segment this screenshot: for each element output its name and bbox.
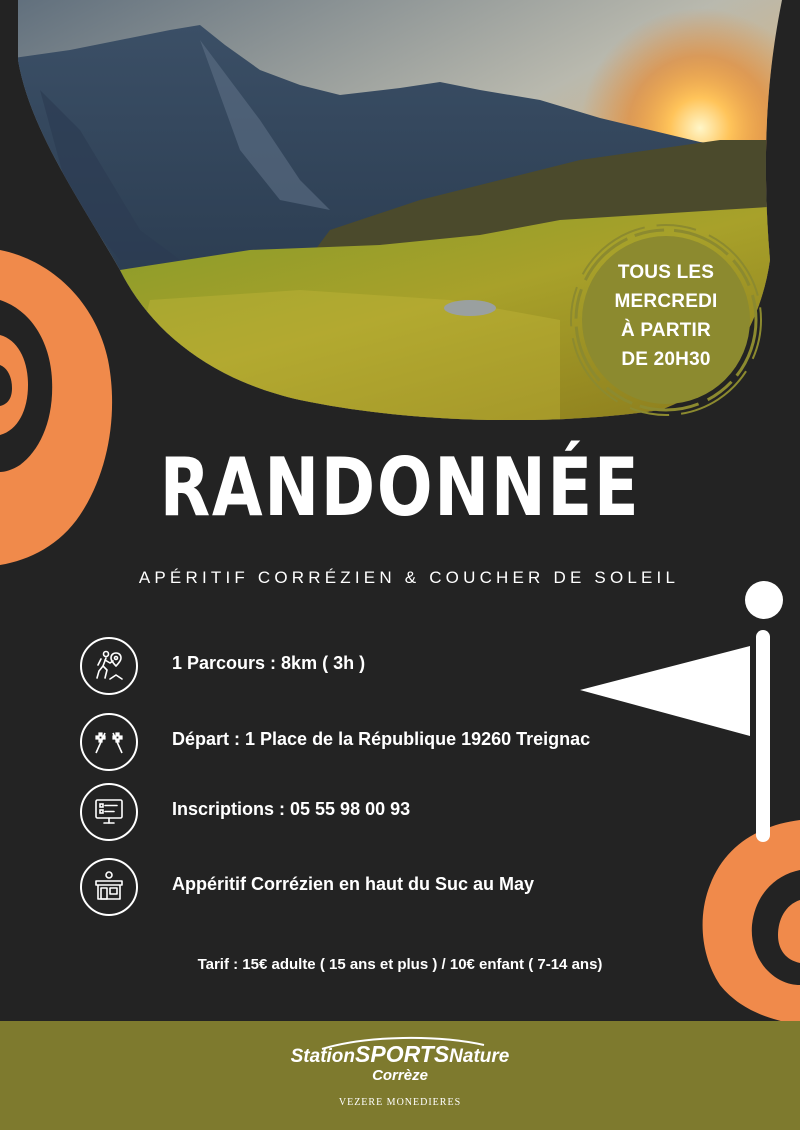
- subtitle: APÉRITIF CORRÉZIEN & COUCHER DE SOLEIL: [138, 568, 680, 587]
- info-text-aperitif: Appéritif Corrézien en haut du Suc au May: [172, 874, 535, 894]
- badge-line-1: TOUS LES: [617, 262, 715, 283]
- badge-line-4: DE 20H30: [621, 349, 711, 370]
- schedule-badge: [568, 222, 764, 418]
- logo-word-nature: Nature: [449, 1046, 510, 1067]
- info-text-registration: Inscriptions : 05 55 98 00 93: [172, 799, 411, 819]
- badge-line-2: MERCREDI: [614, 291, 718, 312]
- logo-word-sports: SPORTS: [355, 1041, 450, 1067]
- footer-band: [0, 1021, 800, 1130]
- info-row-start: [80, 713, 720, 773]
- info-text-course: 1 Parcours : 8km ( 3h ): [172, 653, 366, 673]
- logo-word-station: Station: [290, 1046, 356, 1067]
- checkered-flags-icon: [80, 713, 138, 771]
- info-row-registration: [80, 783, 720, 843]
- page-title: RANDONNÉE: [159, 441, 641, 534]
- logo-station-sports-nature: [0, 1041, 800, 1068]
- logo-correze: Corrèze: [372, 1067, 428, 1084]
- hiker-icon: [80, 637, 138, 695]
- info-row-aperitif: [80, 858, 720, 918]
- logo-subtitle: VEZERE MONEDIERES: [338, 1097, 462, 1108]
- info-text-start: Départ : 1 Place de la République 19260 Treignac: [172, 729, 591, 749]
- shop-icon: [80, 858, 138, 916]
- info-row-course: [80, 637, 720, 697]
- badge-line-3: À PARTIR: [621, 320, 711, 341]
- monitor-form-icon: [80, 783, 138, 841]
- price-info: Tarif : 15€ adulte ( 15 ans et plus ) / 10€ enfant ( 7-14 ans): [197, 956, 603, 973]
